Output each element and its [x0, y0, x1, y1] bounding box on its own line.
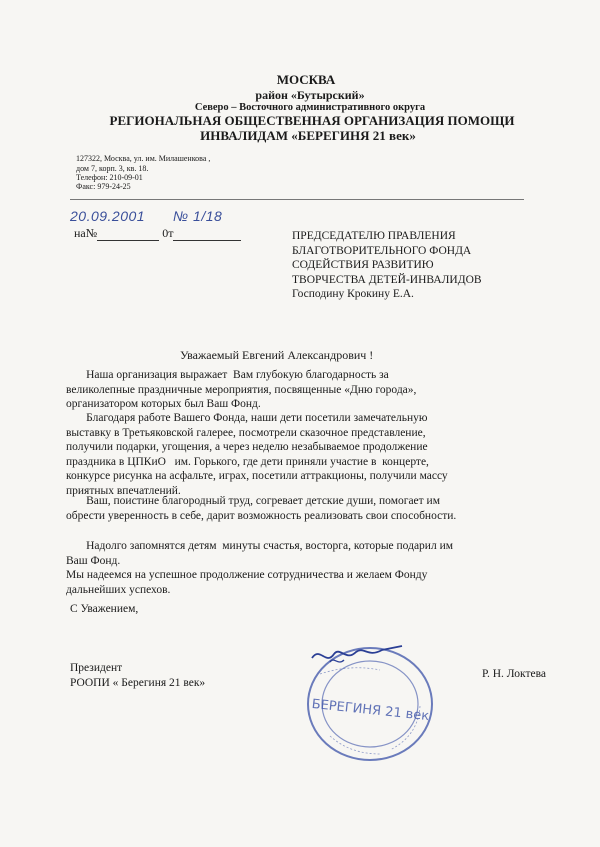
addressee-block	[292, 229, 482, 302]
addressee-line: ТВОРЧЕСТВА ДЕТЕЙ-ИНВАЛИДОВ	[292, 273, 482, 286]
closing-phrase: С Уважением,	[70, 603, 139, 615]
paragraph-memories: Надолго запомнятся детям минуты счастья, восторга, которые подарил им	[66, 540, 453, 552]
header-district: район «Бутырский»	[255, 88, 365, 102]
body-line: Благодаря работе Вашего Фонда, наши дети посетили замечательную	[66, 412, 428, 424]
header-org-line2: ИНВАЛИДАМ «БЕРЕГИНЯ 21 век»	[200, 128, 416, 143]
seal-stamp-icon	[290, 636, 442, 766]
signatory-name: Р. Н. Локтева	[482, 668, 546, 680]
paragraph-events	[66, 411, 536, 499]
paragraph-memories-end: Ваш Фонд.	[66, 555, 121, 567]
signature-scribble-icon	[312, 646, 402, 658]
addressee-name: Господину Крокину Е.А.	[292, 288, 414, 300]
address-phone: Телефон: 210-09-01	[76, 173, 143, 182]
header-divider	[70, 199, 524, 200]
handwritten-number: № 1/18	[173, 208, 223, 224]
na-label: на№	[74, 226, 98, 240]
signatory-title: Президент	[70, 662, 123, 674]
body-line: организатором которых был Ваш Фонд.	[66, 398, 261, 411]
body-line: Наша организация выражает Вам глубокую благодарность за	[66, 369, 389, 381]
body-line: праздника в ЦПКиО им. Горького, где дети приняли участие в концерте,	[66, 455, 429, 468]
body-line: дальнейших успехов.	[66, 583, 171, 596]
ot-blank	[173, 228, 241, 241]
na-blank	[97, 228, 159, 241]
paragraph-noble-work	[66, 494, 536, 523]
header-okrug: Северо – Восточного административного округа	[194, 102, 426, 113]
body-line: обрести уверенность в себе, дарит возможность реализовать свои способности.	[66, 509, 457, 522]
header-city: МОСКВА	[276, 72, 336, 87]
body-line: получили подарки, угощения, а через неделю незабываемое продолжение	[66, 441, 428, 454]
body-line: приятных впечатлений.	[66, 484, 181, 497]
signatory-org: РООПИ « Берегиня 21 век»	[70, 677, 206, 689]
handwritten-date: 20.09.2001	[70, 208, 146, 224]
reference-line	[74, 226, 241, 241]
body-line: конкурсе рисунка на асфальте, играх, посетили аттракционы, получили массу	[66, 470, 448, 483]
body-line: Мы надеемся на успешное продолжение сотрудничества и желаем Фонду	[66, 569, 428, 581]
body-line: Ваш, поистине благородный труд, согревает детские души, помогает им	[66, 495, 440, 507]
ot-label: 0т	[162, 226, 174, 240]
addressee-line: СОДЕЙСТВИЯ РАЗВИТИЮ	[292, 259, 434, 271]
addressee-line: БЛАГОТВОРИТЕЛЬНОГО ФОНДА	[292, 244, 472, 257]
paragraph-wishes	[66, 568, 536, 597]
address-fax: Факс: 979-24-25	[76, 182, 131, 191]
addressee-line: ПРЕДСЕДАТЕЛЮ ПРАВЛЕНИЯ	[292, 230, 456, 242]
address-line: дом 7, корп. 3, кв. 18.	[76, 164, 149, 173]
greeting: Уважаемый Евгений Александрович !	[180, 348, 374, 362]
address-line: 127322, Москва, ул. им. Милашенкова ,	[76, 154, 211, 163]
body-line: великолепные праздничные мероприятия, посвященные «Дню города»,	[66, 383, 417, 396]
signatory-block	[70, 661, 205, 691]
seal-center-text: БЕРЕГИНЯ 21 век	[310, 696, 430, 725]
header-org-line1: РЕГИОНАЛЬНАЯ ОБЩЕСТВЕННАЯ ОРГАНИЗАЦИЯ ПОМОЩИ	[109, 113, 515, 128]
body-line: выставку в Третьяковской галерее, посмотрели сказочное представление,	[66, 426, 426, 439]
paragraph-thanks	[66, 368, 536, 412]
